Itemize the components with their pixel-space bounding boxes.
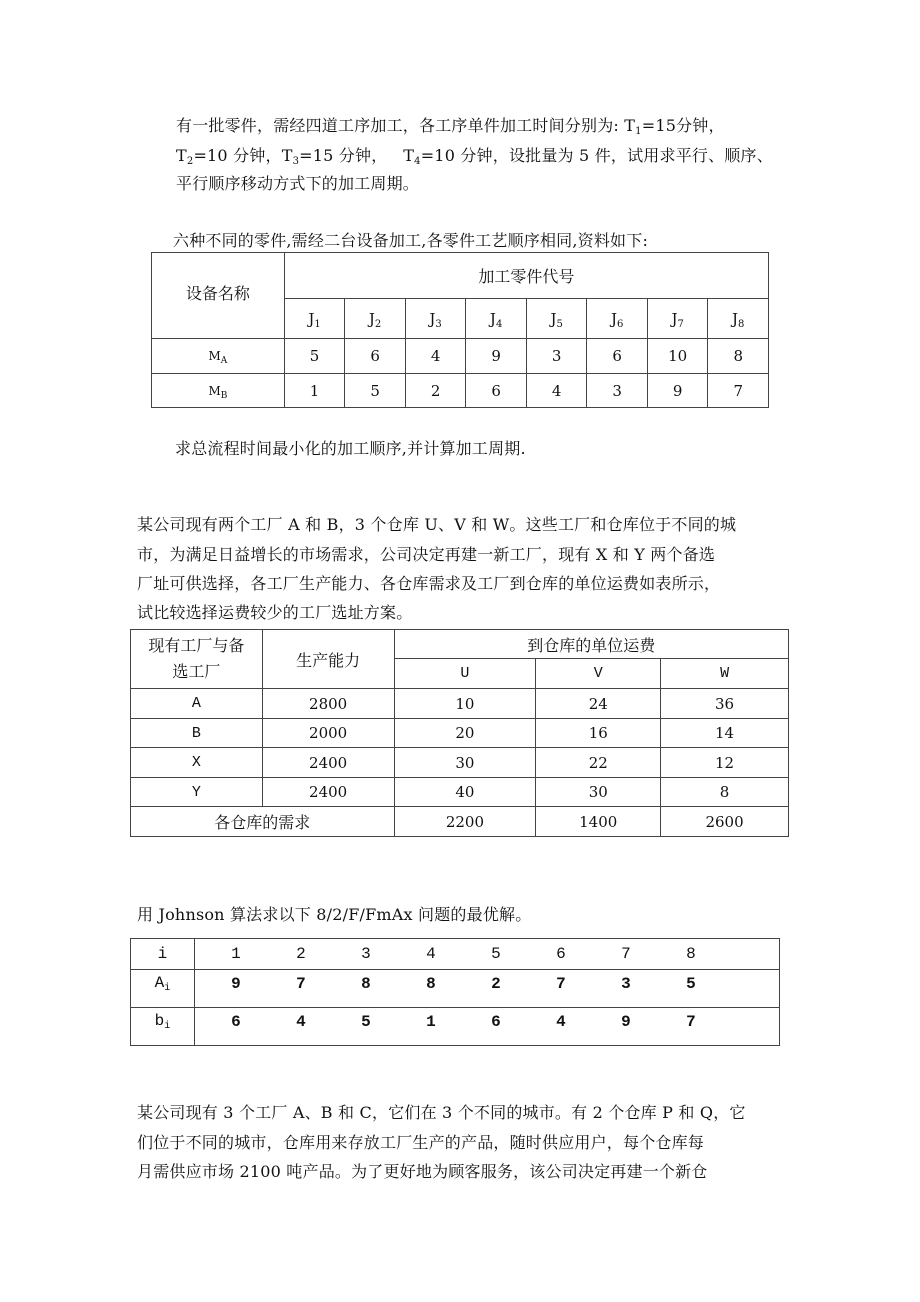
warehouse-header: W <box>661 659 789 689</box>
table-row <box>152 374 769 408</box>
cell: 5 <box>284 339 345 374</box>
table-row <box>131 1008 780 1046</box>
t4-text: =10 分钟，设批量为 5 件，试用求平行、顺序、 <box>420 146 773 165</box>
label-text: M <box>208 349 221 363</box>
machine-times-table <box>151 252 769 408</box>
demand-row <box>131 807 789 837</box>
label-text: J <box>671 309 678 328</box>
subscript: i <box>164 983 171 994</box>
problem5-line: 们位于不同的城市，仓库用来存放工厂生产的产品，随时供应用户，每个仓库每 <box>137 1133 705 1152</box>
subscript: 4 <box>414 156 421 167</box>
table-row <box>131 748 789 778</box>
index-cell: 1 <box>231 945 241 963</box>
problem3-line: 试比较选择运费较少的工厂选址方案。 <box>137 603 413 622</box>
problem5-line: 月需供应市场 2100 吨产品。为了更好地为顾客服务，该公司决定再建一个新仓 <box>137 1162 708 1181</box>
index-cell: 5 <box>491 945 501 963</box>
capacity-cell: 2800 <box>262 689 394 719</box>
row-values <box>194 1008 779 1046</box>
row-label <box>131 1008 195 1046</box>
cell: 9 <box>647 374 708 408</box>
job-header <box>466 299 527 339</box>
cost-cell: 20 <box>394 719 536 748</box>
job-header <box>708 299 769 339</box>
t2-label: T <box>176 146 187 165</box>
index-cell: 6 <box>556 945 566 963</box>
capacity-cell: 2000 <box>262 719 394 748</box>
demand-cell: 2600 <box>661 807 789 837</box>
demand-label: 各仓库的需求 <box>131 807 395 837</box>
problem3-line: 厂址可供选择，各工厂生产能力、各仓库需求及工厂到仓库的单位运费如表所示， <box>137 574 721 593</box>
factory-cell: X <box>131 748 263 778</box>
cell: 2 <box>491 975 501 993</box>
index-cell: 7 <box>621 945 631 963</box>
subscript: 1 <box>635 126 642 137</box>
subscript: A <box>220 356 228 366</box>
cell: 8 <box>708 339 769 374</box>
job-header <box>587 299 648 339</box>
cell: 9 <box>231 975 241 993</box>
warehouse-header: U <box>394 659 536 689</box>
problem1-line1 <box>176 114 725 138</box>
capacity-header: 生产能力 <box>262 630 394 689</box>
cell: 3 <box>587 374 648 408</box>
label-text: J <box>732 309 739 328</box>
subscript: 2 <box>186 156 194 167</box>
table-row <box>131 970 780 1008</box>
subscript: i <box>164 1021 171 1032</box>
problem1-line3: 平行顺序移动方式下的加工周期。 <box>176 174 420 193</box>
cell: 8 <box>361 975 371 993</box>
capacity-cell: 2400 <box>262 778 394 807</box>
cell: 6 <box>345 339 406 374</box>
job-header <box>345 299 406 339</box>
cell: 9 <box>621 1013 631 1031</box>
cost-cell: 24 <box>536 689 661 719</box>
factory-header-line1: 现有工厂与备 <box>148 636 245 655</box>
cost-cell: 30 <box>394 748 536 778</box>
johnson-table <box>130 938 780 1046</box>
label-text: J <box>489 309 496 328</box>
t4-label: T <box>403 146 415 165</box>
label-text: J <box>308 309 315 328</box>
row-label <box>131 970 195 1008</box>
cell: 2 <box>405 374 466 408</box>
cost-cell: 36 <box>661 689 789 719</box>
problem1-text: 有一批零件，需经四道工序加工，各工序单件加工时间分别为: T <box>176 116 636 135</box>
machine-label <box>152 374 285 408</box>
cell: 7 <box>708 374 769 408</box>
cell: 4 <box>556 1013 566 1031</box>
table-row <box>131 689 789 719</box>
cell: 6 <box>231 1013 241 1031</box>
cell: 7 <box>556 975 566 993</box>
cell: 7 <box>686 1013 696 1031</box>
cell: 9 <box>466 339 527 374</box>
subscript: 7 <box>677 318 684 330</box>
subscript: 3 <box>435 318 442 330</box>
cost-cell: 22 <box>536 748 661 778</box>
problem1-line2 <box>176 144 773 168</box>
problem2-question: 求总流程时间最小化的加工顺序,并计算加工周期. <box>175 439 526 458</box>
label-text: b <box>154 1012 165 1030</box>
index-cell: 3 <box>361 945 371 963</box>
cell: 4 <box>526 374 587 408</box>
subscript: 4 <box>495 318 503 330</box>
subscript: 6 <box>616 318 624 330</box>
label-text: J <box>550 309 557 328</box>
subscript: 8 <box>738 318 745 330</box>
table-row <box>152 339 769 374</box>
cost-cell: 10 <box>394 689 536 719</box>
cell: 10 <box>647 339 708 374</box>
cost-cell: 16 <box>536 719 661 748</box>
factory-header-line2: 选工厂 <box>172 662 221 681</box>
warehouse-header: V <box>536 659 661 689</box>
cell: 6 <box>491 1013 501 1031</box>
job-header <box>405 299 466 339</box>
label-text: J <box>368 309 375 328</box>
index-label: i <box>131 939 195 970</box>
cell: 5 <box>686 975 696 993</box>
cost-cell: 40 <box>394 778 536 807</box>
subscript: B <box>220 390 228 401</box>
cost-header: 到仓库的单位运费 <box>394 630 788 659</box>
cell: 3 <box>621 975 631 993</box>
label-text: J <box>429 309 436 328</box>
machine-label <box>152 339 285 374</box>
t3-text: =15 分钟， <box>299 146 388 165</box>
problem5-line: 某公司现有 3 个工厂 A、B 和 C，它们在 3 个不同的城市。有 2 个仓库 P 和 Q，它 <box>137 1103 746 1122</box>
cell: 3 <box>526 339 587 374</box>
cell: 5 <box>361 1013 371 1031</box>
cell: 6 <box>587 339 648 374</box>
t3-label: T <box>281 146 293 165</box>
subscript: 3 <box>292 156 300 167</box>
cell: 4 <box>405 339 466 374</box>
demand-cell: 2200 <box>394 807 536 837</box>
label-text: A <box>154 974 165 992</box>
cost-cell: 8 <box>661 778 789 807</box>
cost-cell: 14 <box>661 719 789 748</box>
table-row <box>131 778 789 807</box>
job-header <box>526 299 587 339</box>
cell: 1 <box>426 1013 436 1031</box>
factory-cell: A <box>131 689 263 719</box>
cell: 7 <box>296 975 306 993</box>
cell: 1 <box>284 374 345 408</box>
shipping-cost-table <box>130 629 789 837</box>
cell: 5 <box>345 374 406 408</box>
index-cell: 2 <box>296 945 306 963</box>
table-row <box>131 719 789 748</box>
problem4-intro: 用 Johnson 算法求以下 8/2/F/FmAx 问题的最优解。 <box>137 905 532 924</box>
factory-header <box>131 630 263 689</box>
index-cell: 8 <box>686 945 696 963</box>
cell: 6 <box>466 374 527 408</box>
label-text: M <box>208 383 221 398</box>
cell: 8 <box>426 975 436 993</box>
problem3-line: 某公司现有两个工厂 A 和 B，3 个仓库 U、V 和 W。这些工厂和仓库位于不同的城 <box>137 515 737 534</box>
label-text: J <box>610 309 617 328</box>
group-header: 加工零件代号 <box>284 253 768 299</box>
cost-cell: 12 <box>661 748 789 778</box>
factory-cell: Y <box>131 778 263 807</box>
t2-text: =10 分钟， <box>193 146 282 165</box>
factory-cell: B <box>131 719 263 748</box>
job-header <box>284 299 345 339</box>
subscript: 2 <box>374 318 382 330</box>
index-row <box>131 939 780 970</box>
problem3-line: 市，为满足日益增长的市场需求，公司决定再建一新工厂，现有 X 和 Y 两个备选 <box>137 545 716 564</box>
problem2-intro: 六种不同的零件,需经二台设备加工,各零件工艺顺序相同,资料如下: <box>173 231 649 250</box>
demand-cell: 1400 <box>536 807 661 837</box>
problem1-text: =15分钟， <box>641 116 725 135</box>
cost-cell: 30 <box>536 778 661 807</box>
capacity-cell: 2400 <box>262 748 394 778</box>
row-values <box>194 970 779 1008</box>
index-values <box>194 939 779 970</box>
cell: 4 <box>296 1013 306 1031</box>
subscript: 1 <box>314 318 321 330</box>
index-cell: 4 <box>426 945 436 963</box>
subscript: 5 <box>556 318 563 330</box>
job-header <box>647 299 708 339</box>
corner-header: 设备名称 <box>152 253 285 339</box>
